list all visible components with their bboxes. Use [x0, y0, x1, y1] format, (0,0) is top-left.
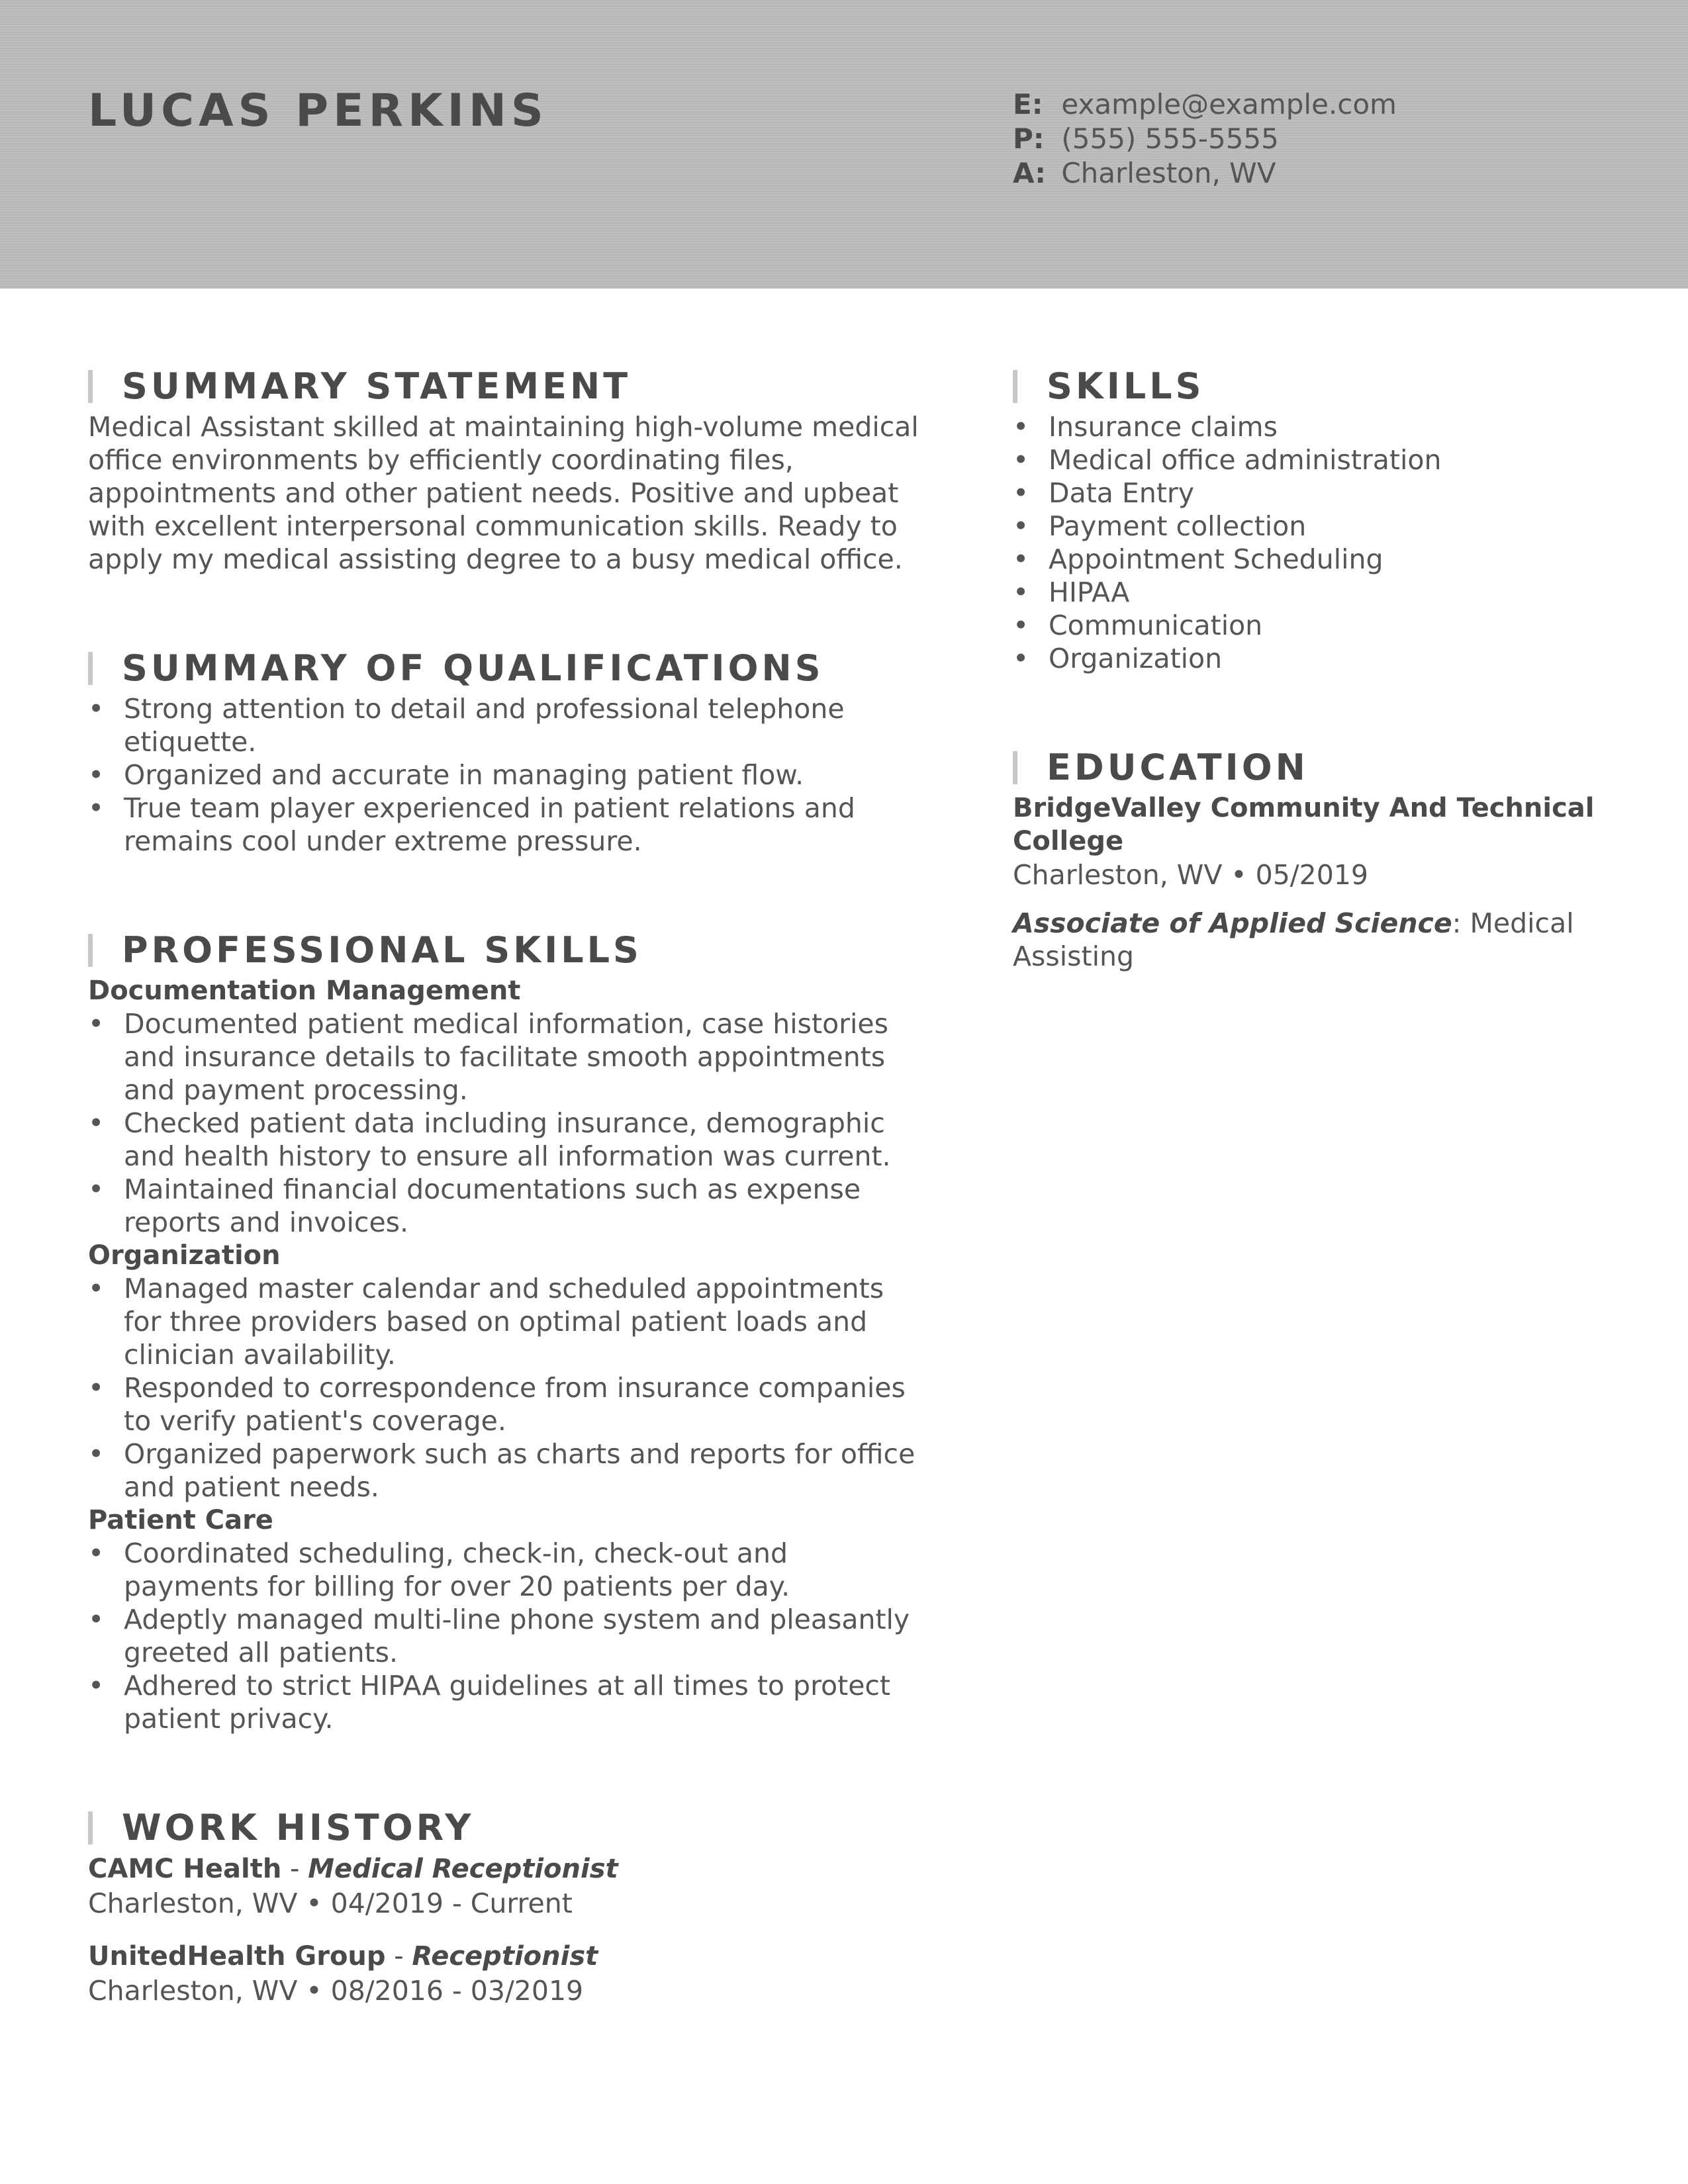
list-item: • Data Entry	[1013, 477, 1595, 510]
work-history-heading	[88, 1804, 922, 1852]
qualifications-heading	[88, 645, 922, 692]
education-meta	[1013, 858, 1595, 892]
job-separator: -	[385, 1941, 412, 1972]
education-degree-sep: :	[1452, 907, 1470, 939]
section-accent-bar	[88, 934, 93, 967]
contact-address-label: A:	[1013, 157, 1047, 189]
list-item: • Adeptly managed multi-line phone system and pleasantly greeted all patients.	[88, 1603, 922, 1669]
list-item: • Communication	[1013, 609, 1595, 642]
section-accent-bar	[1013, 751, 1017, 784]
job-location: Charleston, WV	[88, 1888, 298, 1919]
list-item: • Organization	[1013, 642, 1595, 675]
education-field: Medical Assisting	[1013, 907, 1574, 972]
education-heading-text: EDUCATION	[1047, 747, 1309, 788]
job-location: Charleston, WV	[88, 1975, 298, 2007]
job-meta	[88, 1974, 922, 2008]
section-accent-bar	[1013, 370, 1017, 403]
skill-group-list	[88, 1007, 922, 1239]
list-item: • Insurance claims	[1013, 410, 1595, 443]
contact-email	[1013, 87, 1397, 122]
skill-group-heading: Organization	[88, 1240, 281, 1271]
job-dot: •	[297, 1888, 331, 1919]
header-banner	[0, 0, 1688, 289]
education-location: Charleston, WV	[1013, 859, 1223, 891]
list-item: • Appointment Scheduling	[1013, 543, 1595, 576]
contact-phone	[1013, 122, 1397, 156]
list-item: • Medical office administration	[1013, 443, 1595, 477]
contact-phone-label: P:	[1013, 122, 1045, 155]
summary-text: Medical Assistant skilled at maintaining high-volume medical office environments by efficiently coordinating files, appointments and other patient needs. Positive and upbeat with excellent interpersonal communication skills. Ready to apply my medical assisting degree to a busy medical office.	[88, 411, 919, 575]
job-role: Medical Receptionist	[308, 1854, 618, 1884]
skill-group-list	[88, 1537, 922, 1735]
list-item: • Adhered to strict HIPAA guidelines at all times to protect patient privacy.	[88, 1669, 922, 1735]
education-degree-name: Associate of Applied Science	[1013, 907, 1452, 939]
professional-skills-heading-text: PROFESSIONAL SKILLS	[122, 929, 642, 971]
job-separator: -	[281, 1854, 308, 1884]
job-company: CAMC Health	[88, 1854, 282, 1884]
contact-phone-value: (555) 555-5555	[1061, 122, 1279, 155]
job-role: Receptionist	[412, 1941, 598, 1972]
education-heading	[1013, 744, 1595, 792]
summary-heading	[88, 363, 922, 410]
section-accent-bar	[88, 370, 93, 403]
list-item: • True team player experienced in patient relations and remains cool under extreme pressure.	[88, 792, 922, 858]
job-company: UnitedHealth Group	[88, 1941, 386, 1972]
section-accent-bar	[88, 1811, 93, 1844]
section-accent-bar	[88, 652, 93, 685]
work-history-heading-text: WORK HISTORY	[122, 1807, 475, 1848]
list-item: • Payment collection	[1013, 510, 1595, 543]
list-item: • Maintained financial documentations such as expense reports and invoices.	[88, 1173, 922, 1239]
contact-address	[1013, 156, 1397, 191]
job-meta	[88, 1886, 922, 1921]
education-date: 05/2019	[1255, 859, 1368, 891]
skills-heading	[1013, 363, 1595, 410]
job-dot: •	[297, 1975, 331, 2007]
list-item: • Checked patient data including insurance, demographic and health history to ensure all information was current.	[88, 1107, 922, 1173]
list-item: • Organized and accurate in managing patient flow.	[88, 758, 922, 792]
job-dates: 08/2016 - 03/2019	[330, 1975, 584, 2007]
skills-list	[1013, 410, 1595, 675]
list-item: • Organized paperwork such as charts and reports for office and patient needs.	[88, 1437, 922, 1504]
skill-group-list	[88, 1272, 922, 1504]
education-school: BridgeValley Community And Technical College	[1013, 793, 1595, 856]
contact-email-label: E:	[1013, 88, 1043, 120]
job-title	[88, 1939, 922, 1974]
list-item: • Responded to correspondence from insurance companies to verify patient's coverage.	[88, 1371, 922, 1437]
education-degree	[1013, 907, 1595, 973]
left-column	[88, 363, 922, 2008]
right-column	[1013, 363, 1595, 973]
job-dates: 04/2019 - Current	[330, 1888, 573, 1919]
list-item: • HIPAA	[1013, 576, 1595, 609]
summary-heading-text: SUMMARY STATEMENT	[122, 365, 632, 407]
list-item: • Documented patient medical information, case histories and insurance details to facilitate smooth appointments and payment processing.	[88, 1007, 922, 1107]
contact-address-value: Charleston, WV	[1061, 157, 1276, 189]
job-title	[88, 1852, 922, 1886]
qualifications-list	[88, 692, 922, 858]
skills-heading-text: SKILLS	[1047, 365, 1205, 407]
list-item: • Strong attention to detail and professional telephone etiquette.	[88, 692, 922, 758]
professional-skills-heading	[88, 927, 922, 974]
contact-email-value: example@example.com	[1061, 88, 1397, 120]
list-item: • Managed master calendar and scheduled appointments for three providers based on optimal patient loads and clinician availability.	[88, 1272, 922, 1371]
qualifications-heading-text: SUMMARY OF QUALIFICATIONS	[122, 647, 824, 689]
list-item: • Coordinated scheduling, check-in, check-out and payments for billing for over 20 patients per day.	[88, 1537, 922, 1603]
contact-block	[1013, 87, 1397, 191]
education-dot: •	[1222, 859, 1256, 891]
candidate-name: LUCAS PERKINS	[88, 85, 548, 137]
skill-group-heading: Documentation Management	[88, 976, 521, 1006]
skill-group-heading: Patient Care	[88, 1505, 273, 1535]
